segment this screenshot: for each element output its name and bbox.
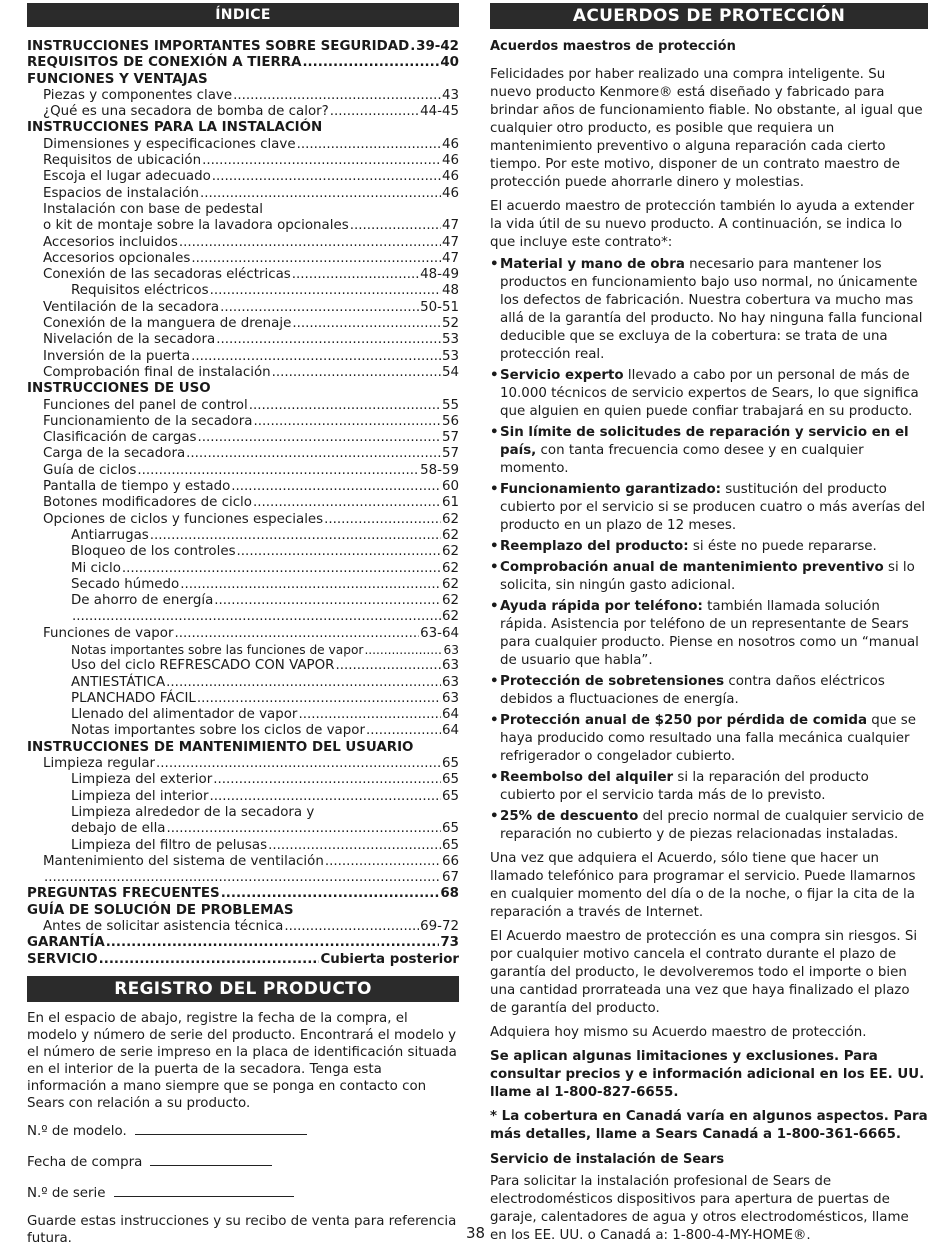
coverage-item-title: Ayuda rápida por teléfono: <box>500 599 703 614</box>
index-entry-title: GUÍA DE SOLUCIÓN DE PROBLEMAS <box>27 902 294 918</box>
coverage-item-text: si éste no puede repararse. <box>688 539 877 554</box>
index-leader-dots <box>298 707 441 723</box>
index-entry-title: PLANCHADO FÁCIL <box>71 690 196 706</box>
index-leader-dots <box>297 137 441 153</box>
index-entry-title: Accesorios incluidos <box>43 234 178 250</box>
index-entry-page: 63-64 <box>420 625 459 641</box>
index-leader-dots <box>191 349 441 365</box>
index-entry-title: Comprobación final de instalación <box>43 364 271 380</box>
index-entry <box>27 789 459 805</box>
index-entry <box>27 153 459 169</box>
coverage-item-text: también llamada solución rápida. Asistencia por teléfono de un representante de Sears para cualquier producto. Piense en nosotros como un “manual de usuario que habla”. <box>500 599 919 668</box>
index-leader-dots <box>220 300 419 316</box>
index-entry <box>27 349 459 365</box>
index-entry-title: ANTIESTÁTICA <box>71 674 166 690</box>
coverage-item <box>490 256 928 364</box>
coverage-item-title: Comprobación anual de mantenimiento preventivo <box>500 560 884 575</box>
index-entry-page: 46 <box>441 185 459 201</box>
index-leader-dots <box>214 593 441 609</box>
index-entry-title: Clasificación de cargas <box>43 430 197 446</box>
index-leader-dots <box>213 772 441 788</box>
index-entry-page: 48 <box>441 283 459 299</box>
index-entry <box>27 626 459 642</box>
index-entry-title: PREGUNTAS FRECUENTES <box>27 886 220 902</box>
index-leader-dots <box>292 267 419 283</box>
index-entry <box>27 919 459 935</box>
coverage-item-text: necesario para mantener los productos en funcionamiento bajo uso normal, no únicamente los defectos de fabricación. Nuestra cobertura va mucho mas allá de la garantía del producto. No hay ninguna falla funcional deducible que se excluya de la cobertura: se trata de una protección real. <box>500 257 923 362</box>
index-entry-title: Mantenimiento del sistema de ventilación <box>43 853 324 869</box>
index-entry <box>27 903 459 919</box>
index-leader-dots <box>175 626 420 642</box>
index-leader-dots <box>106 935 440 951</box>
coverage-item-text: llevado a cabo por un personal de más de 10.000 técnicos de servicio expertos de Sears, lo que significa que alguien en quien puede confiar trabajará en su producto. <box>500 368 919 419</box>
index-entry-page: 58-59 <box>420 462 459 478</box>
index-entry <box>27 740 459 756</box>
index-leader-dots <box>99 952 320 968</box>
coverage-item <box>490 673 928 709</box>
index-entry-page: 67 <box>441 870 459 886</box>
index-entry-page: 54 <box>441 364 459 380</box>
index-entry <box>27 55 459 71</box>
index-leader-dots <box>200 186 441 202</box>
index-entry-title: Funcionamiento de la secadora <box>43 413 253 429</box>
index-entry-page: 44-45 <box>420 104 459 120</box>
index-entry-title: Mi ciclo <box>71 560 121 576</box>
index-entry-title: Limpieza regular <box>43 756 156 772</box>
index-entry <box>27 528 459 544</box>
index-entry-title: ¿Qué es una secadora de bomba de calor? <box>43 104 329 120</box>
index-entry-page: 60 <box>441 479 459 495</box>
coverage-item-text: contra daños eléctricos debidos a fluctuaciones de energía. <box>500 674 885 707</box>
index-entry <box>27 414 459 430</box>
index-leader-dots <box>216 332 441 348</box>
serial-number-line[interactable] <box>114 1184 294 1197</box>
index-leader-dots <box>180 577 441 593</box>
index-entry-page: 53 <box>441 332 459 348</box>
index-leader-dots <box>233 88 441 104</box>
index-leader-dots <box>249 398 441 414</box>
index-entry-page: 61 <box>441 495 459 511</box>
index-leader-dots <box>186 446 441 462</box>
registration-intro: En el espacio de abajo, registre la fecha de la compra, el modelo y número de serie del producto. Encontrará el modelo y el número de serie impreso en la placa de identificación situada en el interior de la puerta de la secadora. Tenga esta información a mano siempre que se ponga en contacto con Sears con relación a su producto. <box>27 1010 457 1111</box>
index-entry <box>27 805 459 821</box>
index-entry-title: Notas importantes sobre las funciones de vapor <box>71 642 364 657</box>
index-entry <box>27 593 459 609</box>
index-entry-title: Conexión de las secadoras eléctricas <box>43 267 291 283</box>
index-entry <box>27 104 459 120</box>
coverage-item <box>490 538 928 556</box>
index-entry <box>27 283 459 299</box>
index-leader-dots <box>191 251 441 267</box>
coverage-item <box>490 424 928 478</box>
index-entry-title: Opciones de ciclos y funciones especiales <box>43 511 324 527</box>
index-entry-page: 55 <box>441 397 459 413</box>
index-leader-dots <box>212 169 441 185</box>
index-entry <box>27 772 459 788</box>
index-entry-page: 64 <box>441 707 459 723</box>
index-entry <box>27 821 459 837</box>
index-entry <box>27 561 459 577</box>
index-entry-page: 63 <box>441 690 459 706</box>
index-entry <box>27 691 459 707</box>
index-entry-page: 62 <box>441 560 459 576</box>
index-leader-dots <box>253 414 440 430</box>
index-entry <box>27 39 459 55</box>
index-entry <box>27 169 459 185</box>
coverage-item-title: Material y mano de obra <box>500 257 685 272</box>
coverage-item-text: sustitución del producto cubierto por el servicio si se producen cuatro o más averías del producto en un plazo de 12 meses. <box>500 482 926 533</box>
index-entry <box>27 398 459 414</box>
index-entry-title: Carga de la secadora <box>43 446 186 462</box>
index-entry-page: 46 <box>441 153 459 169</box>
index-entry-title: Limpieza del filtro de pelusas <box>71 837 268 853</box>
index-entry-title: Escoja el lugar adecuado <box>43 169 211 185</box>
index-entry-page: 56 <box>441 413 459 429</box>
coverage-item-text: con tanta frecuencia como desee y en cualquier momento. <box>500 443 864 476</box>
protection-buy-today: Adquiera hoy mismo su Acuerdo maestro de protección. <box>490 1025 867 1040</box>
index-entry-title: Limpieza alrededor de la secadora y <box>71 804 315 820</box>
coverage-item-text: que se haya producido como resultado una falla mecánica cualquier refrigerador o congelador cubierto. <box>500 713 916 764</box>
index-leader-dots <box>122 561 441 577</box>
index-entry <box>27 186 459 202</box>
index-leader-dots <box>72 609 441 625</box>
index-entry-title: SERVICIO <box>27 951 98 967</box>
index-leader-dots <box>137 463 419 479</box>
protection-risk-free: El Acuerdo maestro de protección es una compra sin riesgos. Si por cualquier motivo cancela el contrato durante el plazo de garantía del producto, le devolveremos todo el importe o bien una cantidad prorrateada una vez que haya finalizado el plazo de garantía del producto. <box>490 929 918 1016</box>
coverage-item-title: 25% de descuento <box>500 809 639 824</box>
index-leader-dots <box>197 691 441 707</box>
index-entry-page: 62 <box>441 593 459 609</box>
index-entry-page: 46 <box>441 169 459 185</box>
index-leader-dots <box>272 365 441 381</box>
coverage-item <box>490 769 928 805</box>
index-entry <box>27 446 459 462</box>
index-entry-page: 48-49 <box>420 267 459 283</box>
index-entry <box>27 886 459 902</box>
index-entry-title: Nivelación de la secadora <box>43 332 216 348</box>
index-entry <box>27 463 459 479</box>
index-entry-title: INSTRUCCIONES DE MANTENIMIENTO DEL USUARIO <box>27 739 414 755</box>
index-leader-dots <box>210 789 441 805</box>
model-number-label: N.º de modelo. <box>27 1123 127 1139</box>
index-entry-page: 65 <box>441 756 459 772</box>
index-entry <box>27 512 459 528</box>
index-entry-page: 63 <box>441 674 459 690</box>
index-entry-title: Conexión de la manguera de drenaje <box>43 316 292 332</box>
index-entry-title: debajo de ella <box>71 821 166 837</box>
index-entry <box>27 202 459 218</box>
index-entry-title: REQUISITOS DE CONEXIÓN A TIERRA <box>27 55 302 71</box>
index-entry <box>27 658 459 674</box>
index-leader-dots <box>156 756 441 772</box>
serial-number-field <box>27 1184 459 1201</box>
protection-banner: ACUERDOS DE PROTECCIÓN <box>490 3 928 29</box>
index-entry-page: 53 <box>441 348 459 364</box>
index-leader-dots <box>335 658 441 674</box>
index-leader-dots <box>410 39 415 55</box>
registration-closing: Guarde estas instrucciones y su recibo de venta para referencia futura. <box>27 1213 457 1246</box>
index-entry <box>27 381 459 397</box>
index-entry <box>27 88 459 104</box>
index-leader-dots <box>284 919 419 935</box>
index-leader-dots <box>366 723 441 739</box>
index-entry-title: o kit de montaje sobre la lavadora opcionales <box>43 218 349 234</box>
coverage-item-title: Protección anual de $250 por pérdida de comida <box>500 713 868 728</box>
model-number-field <box>27 1122 459 1139</box>
coverage-item-title: Servicio experto <box>500 368 624 383</box>
index-entry <box>27 218 459 234</box>
index-entry <box>27 479 459 495</box>
index-leader-dots <box>179 235 441 251</box>
registration-banner: REGISTRO DEL PRODUCTO <box>27 976 459 1002</box>
page-number: 38 <box>466 1224 486 1242</box>
coverage-item-title: Reembolso del alquiler <box>500 770 674 785</box>
model-number-line[interactable] <box>135 1122 307 1135</box>
purchase-date-label: Fecha de compra <box>27 1154 143 1170</box>
coverage-item-text: del precio normal de cualquier servicio de reparación no cubierto y de piezas relacionadas instaladas. <box>500 809 925 842</box>
coverage-item-title: Protección de sobretensiones <box>500 674 725 689</box>
index-entry-page: 68 <box>440 886 459 902</box>
index-entry-page: 62 <box>441 576 459 592</box>
index-entry-title: Notas importantes sobre los ciclos de vapor <box>71 723 365 739</box>
index-entry-page: 62 <box>441 527 459 543</box>
index-entry <box>27 267 459 283</box>
index-entry <box>27 365 459 381</box>
index-entry-title: INSTRUCCIONES IMPORTANTES SOBRE SEGURIDAD <box>27 39 410 54</box>
index-entry-page: 46 <box>441 136 459 152</box>
index-entry-page: 65 <box>441 837 459 853</box>
installation-text: Para solicitar la instalación profesional de Sears de electrodomésticos dispositivos para apertura de puertas de garaje, calentadores de agua y otros electrodomésticos, llame en los EE. UU. o Canadá a: 1-800-4-MY-HOME®. <box>490 1174 909 1243</box>
index-entry-page: 39-42 <box>416 39 459 54</box>
index-leader-dots <box>198 430 441 446</box>
index-entry-title: Botones modificadores de ciclo <box>43 495 252 511</box>
coverage-item-text: si lo solicita, sin ningún gasto adicional. <box>500 560 915 593</box>
index-entry <box>27 854 459 870</box>
index-entry-title: Requisitos de ubicación <box>43 153 202 169</box>
index-entry-title: Uso del ciclo REFRESCADO CON VAPOR <box>71 658 335 674</box>
index-entry-title: Limpieza del interior <box>71 788 209 804</box>
index-entry <box>27 838 459 854</box>
index-leader-dots <box>150 528 441 544</box>
protection-call: Una vez que adquiera el Acuerdo, sólo tiene que hacer un llamado telefónico para programar el servicio. Puede llamarnos en cualquier momento del día o de la noche, o fijar la cita de la reparación a través de Internet. <box>490 851 916 920</box>
index-leader-dots <box>350 218 441 234</box>
coverage-item <box>490 712 928 766</box>
purchase-date-line[interactable] <box>150 1153 272 1166</box>
index-entry-title: Bloqueo de los controles <box>71 544 236 560</box>
index-entry-page: 69-72 <box>420 919 459 935</box>
index-entry-page: 47 <box>441 250 459 266</box>
coverage-item-title: Funcionamiento garantizado: <box>500 482 722 497</box>
index-entry-title: INSTRUCCIONES DE USO <box>27 381 211 397</box>
index-leader-dots <box>221 886 440 902</box>
index-leader-dots <box>324 512 441 528</box>
coverage-item <box>490 481 928 535</box>
index-leader-dots <box>302 55 439 71</box>
index-entry-title: Instalación con base de pedestal <box>43 201 263 217</box>
index-leader-dots <box>268 838 441 854</box>
coverage-item-title: Reemplazo del producto: <box>500 539 689 554</box>
index-entry-title: INSTRUCCIONES PARA LA INSTALACIÓN <box>27 120 323 136</box>
index-entry-page: 65 <box>441 821 459 837</box>
index-entry <box>27 577 459 593</box>
index-entry <box>27 707 459 723</box>
index-leader-dots <box>202 153 441 169</box>
index-leader-dots <box>44 870 441 886</box>
purchase-date-field <box>27 1153 459 1170</box>
coverage-item <box>490 559 928 595</box>
index-entry-title: Ventilación de la secadora <box>43 299 220 315</box>
index-entry-page: 47 <box>441 218 459 234</box>
index-entry-page: 50-51 <box>420 299 459 315</box>
serial-number-label: N.º de serie <box>27 1185 106 1201</box>
index-entry-page: 57 <box>441 430 459 446</box>
index-entry-title: Pantalla de tiempo y estado <box>43 479 231 495</box>
limitations-note: Se aplican algunas limitaciones y exclusiones. Para consultar precios y e información adicional en los EE. UU. llame al 1-800-827-6655. <box>490 1049 925 1100</box>
protection-subtitle: Acuerdos maestros de protección <box>490 39 736 54</box>
coverage-item <box>490 808 928 844</box>
index-leader-dots <box>231 479 441 495</box>
index-entry <box>27 675 459 691</box>
index-entry <box>27 756 459 772</box>
index-entry-title: GARANTÍA <box>27 935 105 951</box>
index-leader-dots <box>167 821 441 837</box>
index-entry-page: 62 <box>441 544 459 560</box>
index-entry <box>27 430 459 446</box>
index-entry-page: 63 <box>443 642 459 657</box>
index-entry-title: Funciones del panel de control <box>43 397 248 413</box>
index-entry <box>27 251 459 267</box>
index-entry-title: Inversión de la puerta <box>43 348 191 364</box>
index-entry-page: 63 <box>441 658 459 674</box>
left-column <box>27 3 459 1247</box>
index-leader-dots <box>237 544 441 560</box>
index-entry-title: Guía de ciclos <box>43 462 137 478</box>
coverage-list <box>490 256 928 844</box>
index-leader-dots <box>253 495 441 511</box>
index-entry-page: 65 <box>441 788 459 804</box>
index-banner: ÍNDICE <box>27 3 459 27</box>
index-leader-dots <box>166 675 441 691</box>
index-entry-title: Antiarrugas <box>71 527 149 543</box>
index-entry-title: Requisitos eléctricos <box>71 283 209 299</box>
index-entry-title: Espacios de instalación <box>43 185 199 201</box>
index-entry-title: De ahorro de energía <box>71 593 214 609</box>
index-entry-page: 62 <box>441 511 459 527</box>
index-entry <box>27 870 459 886</box>
product-registration <box>27 976 459 1247</box>
index-entry-title: Antes de solicitar asistencia técnica <box>43 919 284 935</box>
coverage-item <box>490 367 928 421</box>
canada-note: * La cobertura en Canadá varía en algunos aspectos. Para más detalles, llame a Sears Canadá a 1-800-361-6665. <box>490 1109 928 1142</box>
index-entry <box>27 235 459 251</box>
index-entry-title: Dimensiones y especificaciones clave <box>43 136 296 152</box>
index-entry-page: 43 <box>441 87 459 103</box>
coverage-item <box>490 598 928 670</box>
coverage-item-text: si la reparación del producto cubierto por el servicio tarda más de lo previsto. <box>500 770 869 803</box>
index-entry-title: FUNCIONES Y VENTAJAS <box>27 71 208 87</box>
index-leader-dots <box>364 642 442 658</box>
index-entry <box>27 952 459 968</box>
index-entry-page: 57 <box>441 446 459 462</box>
index-leader-dots <box>325 854 441 870</box>
right-column <box>490 3 928 1245</box>
index-entry-title: Limpieza del exterior <box>71 772 213 788</box>
index-entry <box>27 723 459 739</box>
index-leader-dots <box>292 316 441 332</box>
index-entry-page: Cubierta posterior <box>320 951 459 967</box>
index-entry-title: Secado húmedo <box>71 576 180 592</box>
index-entry <box>27 642 459 658</box>
protection-extend: El acuerdo maestro de protección también lo ayuda a extender la vida útil de su nuevo producto. A continuación, se indica lo que incluye este contrato*: <box>490 199 915 250</box>
index-entry-title: Accesorios opcionales <box>43 250 191 266</box>
index-entry <box>27 120 459 136</box>
index-entry <box>27 609 459 625</box>
index-entry <box>27 935 459 951</box>
index-entry-page: 64 <box>441 723 459 739</box>
index-entry <box>27 72 459 88</box>
index-entry-page: 62 <box>441 609 459 625</box>
index-list <box>27 39 459 968</box>
index-entry-page: 65 <box>441 772 459 788</box>
coverage-item-title: Sin límite de solicitudes de reparación y servicio en el país, <box>500 425 909 458</box>
protection-intro: Felicidades por haber realizado una compra inteligente. Su nuevo producto Kenmore® está diseñado y fabricado para brindar años de funcionamiento fiable. No obstante, al igual que cualquier otro producto, es posible que requiera un mantenimiento preventivo o alguna reparación cada cierto tiempo. Por este motivo, disponer de un contrato maestro de protección puede ahorrarle dinero y molestias. <box>490 67 923 190</box>
index-entry-page: 52 <box>441 316 459 332</box>
index-leader-dots <box>210 283 441 299</box>
index-entry-page: 73 <box>440 935 459 951</box>
index-entry <box>27 316 459 332</box>
index-entry <box>27 544 459 560</box>
index-entry-page: 66 <box>441 853 459 869</box>
installation-title: Servicio de instalación de Sears <box>490 1152 725 1167</box>
index-entry-title: Piezas y componentes clave <box>43 87 233 103</box>
index-entry-page: 40 <box>440 55 459 71</box>
index-leader-dots <box>330 104 419 120</box>
index-entry-title: Llenado del alimentador de vapor <box>71 707 298 723</box>
index-entry <box>27 300 459 316</box>
index-entry-title: Funciones de vapor <box>43 625 174 641</box>
index-entry-page: 47 <box>441 234 459 250</box>
index-entry <box>27 332 459 348</box>
index-entry <box>27 495 459 511</box>
index-entry <box>27 137 459 153</box>
